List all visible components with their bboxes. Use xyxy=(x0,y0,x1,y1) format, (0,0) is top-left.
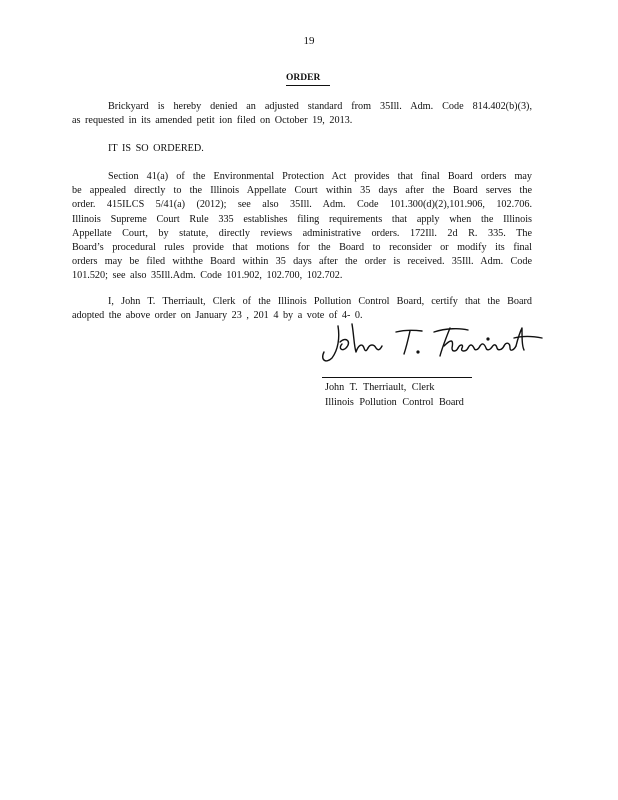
paragraph-line: 101.520; see also 35Ill.Adm. Code 101.902, 102.700, 102.702. xyxy=(72,270,343,282)
denial-paragraph xyxy=(72,100,532,128)
signature-block xyxy=(325,381,464,410)
paragraph-line: Board’s procedural rules provide that motions for the Board to reconsider or modify its final xyxy=(72,242,532,254)
heading-underline xyxy=(286,85,330,86)
paragraph-line: IT IS SO ORDERED. xyxy=(108,143,204,154)
handwritten-signature xyxy=(318,318,548,368)
page-number: 19 xyxy=(303,35,315,47)
paragraph-line: Illinois Supreme Court Rule 335 establishes filing requirements that apply when the Illinois xyxy=(72,213,532,225)
paragraph-line: order. 415ILCS 5/41(a) (2012); see also 35Ill. Adm. Code 101.300(d)(2),101.906, 102.706. xyxy=(72,199,532,211)
paragraph-line: Section 41(a) of the Environmental Protection Act provides that final Board orders may xyxy=(108,171,532,182)
paragraph-line: adopted the above order on January 23 , 201 4 by a vote of 4- 0. xyxy=(72,310,363,322)
order-heading: ORDER xyxy=(286,73,321,83)
signature-line xyxy=(322,377,472,378)
clerk-name: John T. Therriault, Clerk xyxy=(325,382,435,393)
so-ordered-paragraph xyxy=(72,142,532,156)
paragraph-line: Appellate Court, by statute, directly reviews administrative orders. 172Ill. 2d R. 335. The xyxy=(72,227,532,239)
clerk-organization: Illinois Pollution Control Board xyxy=(325,396,464,408)
paragraph-line: I, John T. Therriault, Clerk of the Illinois Pollution Control Board, certify that the Board xyxy=(108,296,532,307)
paragraph-line: orders may be filed withthe Board within 35 days after the order is received. 35Ill. Adm. Code xyxy=(72,256,532,268)
paragraph-line: be appealed directly to the Illinois Appellate Court within 35 days after the Board serves the xyxy=(72,185,532,197)
appeal-paragraph xyxy=(72,170,532,284)
paragraph-line: Brickyard is hereby denied an adjusted standard from 35Ill. Adm. Code 814.402(b)(3), xyxy=(108,101,532,112)
paragraph-line: as requested in its amended petit ion filed on October 19, 2013. xyxy=(72,115,353,127)
